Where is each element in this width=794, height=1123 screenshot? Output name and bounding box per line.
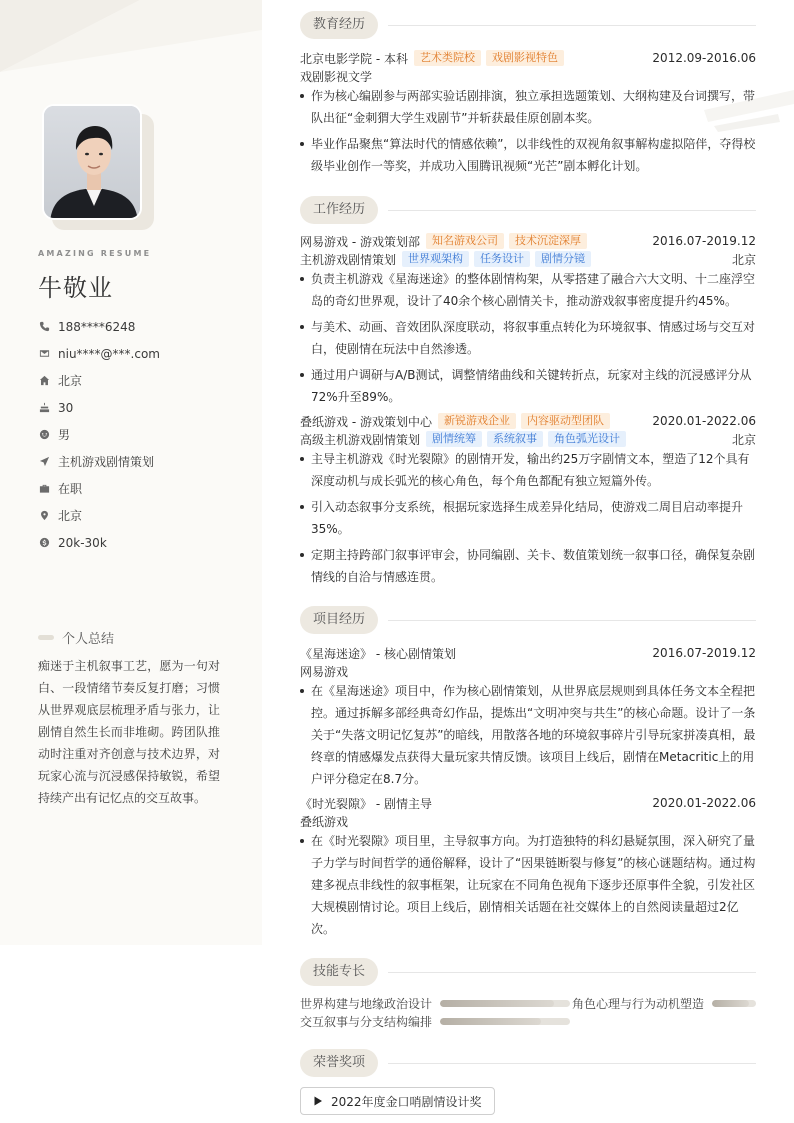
company-tag: 知名游戏公司	[426, 233, 504, 249]
company-tag: 内容驱动型团队	[521, 413, 610, 429]
heading-accent-bar	[38, 635, 54, 640]
work-location: 北京	[731, 252, 756, 267]
contact-text: 北京	[58, 509, 83, 523]
sidebar	[0, 0, 262, 945]
home-icon	[38, 375, 50, 387]
skill-level-bar	[712, 1000, 756, 1007]
contact-age	[38, 394, 160, 421]
skill-item	[300, 1013, 570, 1030]
phone-icon	[38, 321, 50, 333]
award-text: 2022年度金口哨剧情设计奖	[331, 1094, 482, 1109]
contact-text: 男	[58, 428, 71, 442]
education-major: 戏剧影视文学	[300, 69, 373, 84]
role-tag: 角色弧光设计	[548, 431, 626, 447]
work-role-row	[300, 430, 756, 448]
education-bullets	[300, 85, 756, 181]
skill-level-fill	[440, 1000, 554, 1007]
work-role-row	[300, 250, 756, 268]
cake-icon	[38, 402, 50, 414]
contact-location	[38, 502, 160, 529]
section-title: 项目经历	[300, 606, 378, 634]
work-date: 2020.01-2022.06	[652, 414, 756, 428]
company-tag: 新锐游戏企业	[438, 413, 516, 429]
education-header	[300, 49, 756, 67]
contact-position	[38, 448, 160, 475]
contact-status	[38, 475, 160, 502]
section-awards-heading	[300, 1049, 756, 1077]
company-name: 网易游戏 - 游戏策划部	[300, 234, 420, 249]
section-divider	[388, 210, 756, 211]
section-title: 荣誉奖项	[300, 1049, 378, 1077]
work-bullets	[300, 268, 756, 412]
contact-text: 在职	[58, 482, 83, 496]
work-date: 2016.07-2019.12	[652, 234, 756, 248]
summary-text: 痴迷于主机叙事工艺，愿为一句对白、一段情绪节奏反复打磨；习惯从世界观底层梳理矛盾与张力，让剧情自然生长而非堆砌。跨团队推动时注重对齐创意与技术边界，对玩家心流与沉浸感保持敏锐，希望持续产出有记忆点的交互故事。	[38, 659, 220, 805]
summary-heading	[38, 628, 114, 647]
work-company-row	[300, 232, 756, 250]
avatar	[42, 104, 142, 220]
skill-level-fill	[712, 1000, 749, 1007]
section-education-heading	[300, 11, 756, 39]
section-title: 工作经历	[300, 196, 378, 224]
list-item: 与美术、动画、音效团队深度联动，将叙事重点转化为环境叙事、情感过场与交互对白，使剧情在玩法中自然渗透。	[300, 316, 756, 360]
work-company-row	[300, 412, 756, 430]
section-divider	[388, 972, 756, 973]
role-tag: 任务设计	[474, 251, 530, 267]
skill-name: 交互叙事与分支结构编排	[300, 1015, 433, 1029]
skill-name: 世界构建与地缘政治设计	[300, 997, 433, 1011]
contact-home	[38, 367, 160, 394]
section-title: 教育经历	[300, 11, 378, 39]
project-company-row	[300, 812, 756, 830]
decorative-shape	[0, 0, 262, 120]
skill-name: 角色心理与行为动机塑造	[572, 997, 705, 1011]
section-skills-heading	[300, 958, 756, 986]
skill-level-bar	[440, 1000, 570, 1007]
contact-text: niu****@***.com	[58, 346, 160, 361]
section-title: 技能专长	[300, 958, 378, 986]
project-bullets	[300, 680, 756, 794]
contact-phone	[38, 313, 160, 340]
project-company: 网易游戏	[300, 664, 349, 679]
list-item: 负责主机游戏《星海迷途》的整体剧情构架，从零搭建了融合六大文明、十二座浮空岛的奇幻世界观，设计了40余个核心剧情关卡，推动游戏叙事密度提升约45%。	[300, 268, 756, 312]
location-pin-icon	[38, 510, 50, 522]
school-tag: 戏剧影视特色	[486, 50, 564, 66]
list-item: 主导主机游戏《时光裂隙》的剧情开发，输出约25万字剧情文本，塑造了12个具有深度动机与成长弧光的核心角色，每个角色都配有独立短篇外传。	[300, 448, 756, 492]
school-name: 北京电影学院 - 本科	[300, 51, 408, 66]
list-item: 作为核心编剧参与两部实验话剧排演，独立承担选题策划、大纲构建及台词撰写，带队出征“金刺猬大学生戏剧节”并斩获最佳原创剧本奖。	[300, 85, 756, 129]
contact-salary	[38, 529, 160, 556]
play-icon	[313, 1096, 323, 1106]
contact-gender	[38, 421, 160, 448]
project-company: 叠纸游戏	[300, 814, 349, 829]
section-divider	[388, 25, 756, 26]
school-tag: 艺术类院校	[414, 50, 481, 66]
mail-icon	[38, 348, 50, 360]
project-company-row	[300, 662, 756, 680]
money-icon	[38, 537, 50, 549]
section-divider	[388, 620, 756, 621]
project-date: 2020.01-2022.06	[652, 796, 756, 810]
project-date: 2016.07-2019.12	[652, 646, 756, 660]
contact-text: 30	[58, 400, 74, 415]
resume-tagline: AMAZING RESUME	[38, 249, 152, 258]
education-date: 2012.09-2016.06	[652, 51, 756, 65]
send-icon	[38, 456, 50, 468]
job-title: 高级主机游戏剧情策划	[300, 432, 421, 447]
project-title: 《时光裂隙》 - 剧情主导	[300, 796, 432, 811]
skill-level-bar	[440, 1018, 570, 1025]
job-title: 主机游戏剧情策划	[300, 252, 397, 267]
education-major-row	[300, 67, 756, 85]
candidate-name: 牛敬业	[38, 274, 113, 302]
contact-list	[38, 313, 160, 556]
project-header	[300, 644, 756, 662]
contact-text: 20k-30k	[58, 535, 107, 550]
work-bullets	[300, 448, 756, 592]
project-bullets	[300, 830, 756, 944]
skill-item	[572, 995, 756, 1012]
contact-text: 北京	[58, 374, 83, 388]
list-item: 通过用户调研与A/B测试，调整情绪曲线和关键转折点，玩家对主线的沉浸感评分从72%升至89%。	[300, 364, 756, 408]
section-work-heading	[300, 196, 756, 224]
briefcase-icon	[38, 483, 50, 495]
list-item: 毕业作品聚焦“算法时代的情感依赖”，以非线性的双视角叙事解构虚拟陪伴，夺得校级毕业创作一等奖，并成功入围腾讯视频“光芒”剧本孵化计划。	[300, 133, 756, 177]
list-item: 定期主持跨部门叙事评审会，协同编剧、关卡、数值策划统一叙事口径，确保复杂剧情线的自洽与情感连贯。	[300, 544, 756, 588]
role-tag: 世界观架构	[402, 251, 469, 267]
contact-text: 主机游戏剧情策划	[58, 455, 155, 469]
skill-level-fill	[440, 1018, 541, 1025]
summary-title: 个人总结	[62, 632, 115, 647]
skill-item	[300, 995, 570, 1012]
role-tag: 剧情分镜	[535, 251, 591, 267]
section-divider	[388, 1063, 756, 1064]
contact-text: 188****6248	[58, 319, 136, 334]
award-item[interactable]	[300, 1087, 495, 1115]
role-tag: 剧情统筹	[426, 431, 482, 447]
role-tag: 系统叙事	[487, 431, 543, 447]
company-name: 叠纸游戏 - 游戏策划中心	[300, 414, 432, 429]
list-item: 在《时光裂隙》项目里，主导叙事方向。为打造独特的科幻悬疑氛围，深入研究了量子力学与时间哲学的通俗解释，设计了“因果链断裂与修复”的核心谜题结构。通过构建多视点非线性的叙事框架，让玩家在不同角色视角下逐步还原事件全貌，引发社区大规模剧情讨论。项目上线后，剧情相关话题在社交媒体上的自然阅读量超过2亿次。	[300, 830, 756, 940]
work-location: 北京	[731, 432, 756, 447]
company-tag: 技术沉淀深厚	[509, 233, 587, 249]
contact-email	[38, 340, 160, 367]
smile-icon	[38, 429, 50, 441]
list-item: 在《星海迷途》项目中，作为核心剧情策划，从世界底层规则到具体任务文本全程把控。通过拆解多部经典奇幻作品，提炼出“文明冲突与共生”的核心命题。设计了一条关于“失落文明记忆复苏”的暗线，用散落各地的环境叙事碎片引导玩家拼凑真相，最终章的情感爆发点获得大量玩家共情反馈。该项目上线后，剧情在Metacritic上的用户评分稳定在8.7分。	[300, 680, 756, 790]
project-title: 《星海迷途》 - 核心剧情策划	[300, 646, 456, 661]
section-projects-heading	[300, 606, 756, 634]
list-item: 引入动态叙事分支系统，根据玩家选择生成差异化结局，使游戏二周目启动率提升35%。	[300, 496, 756, 540]
project-header	[300, 794, 756, 812]
